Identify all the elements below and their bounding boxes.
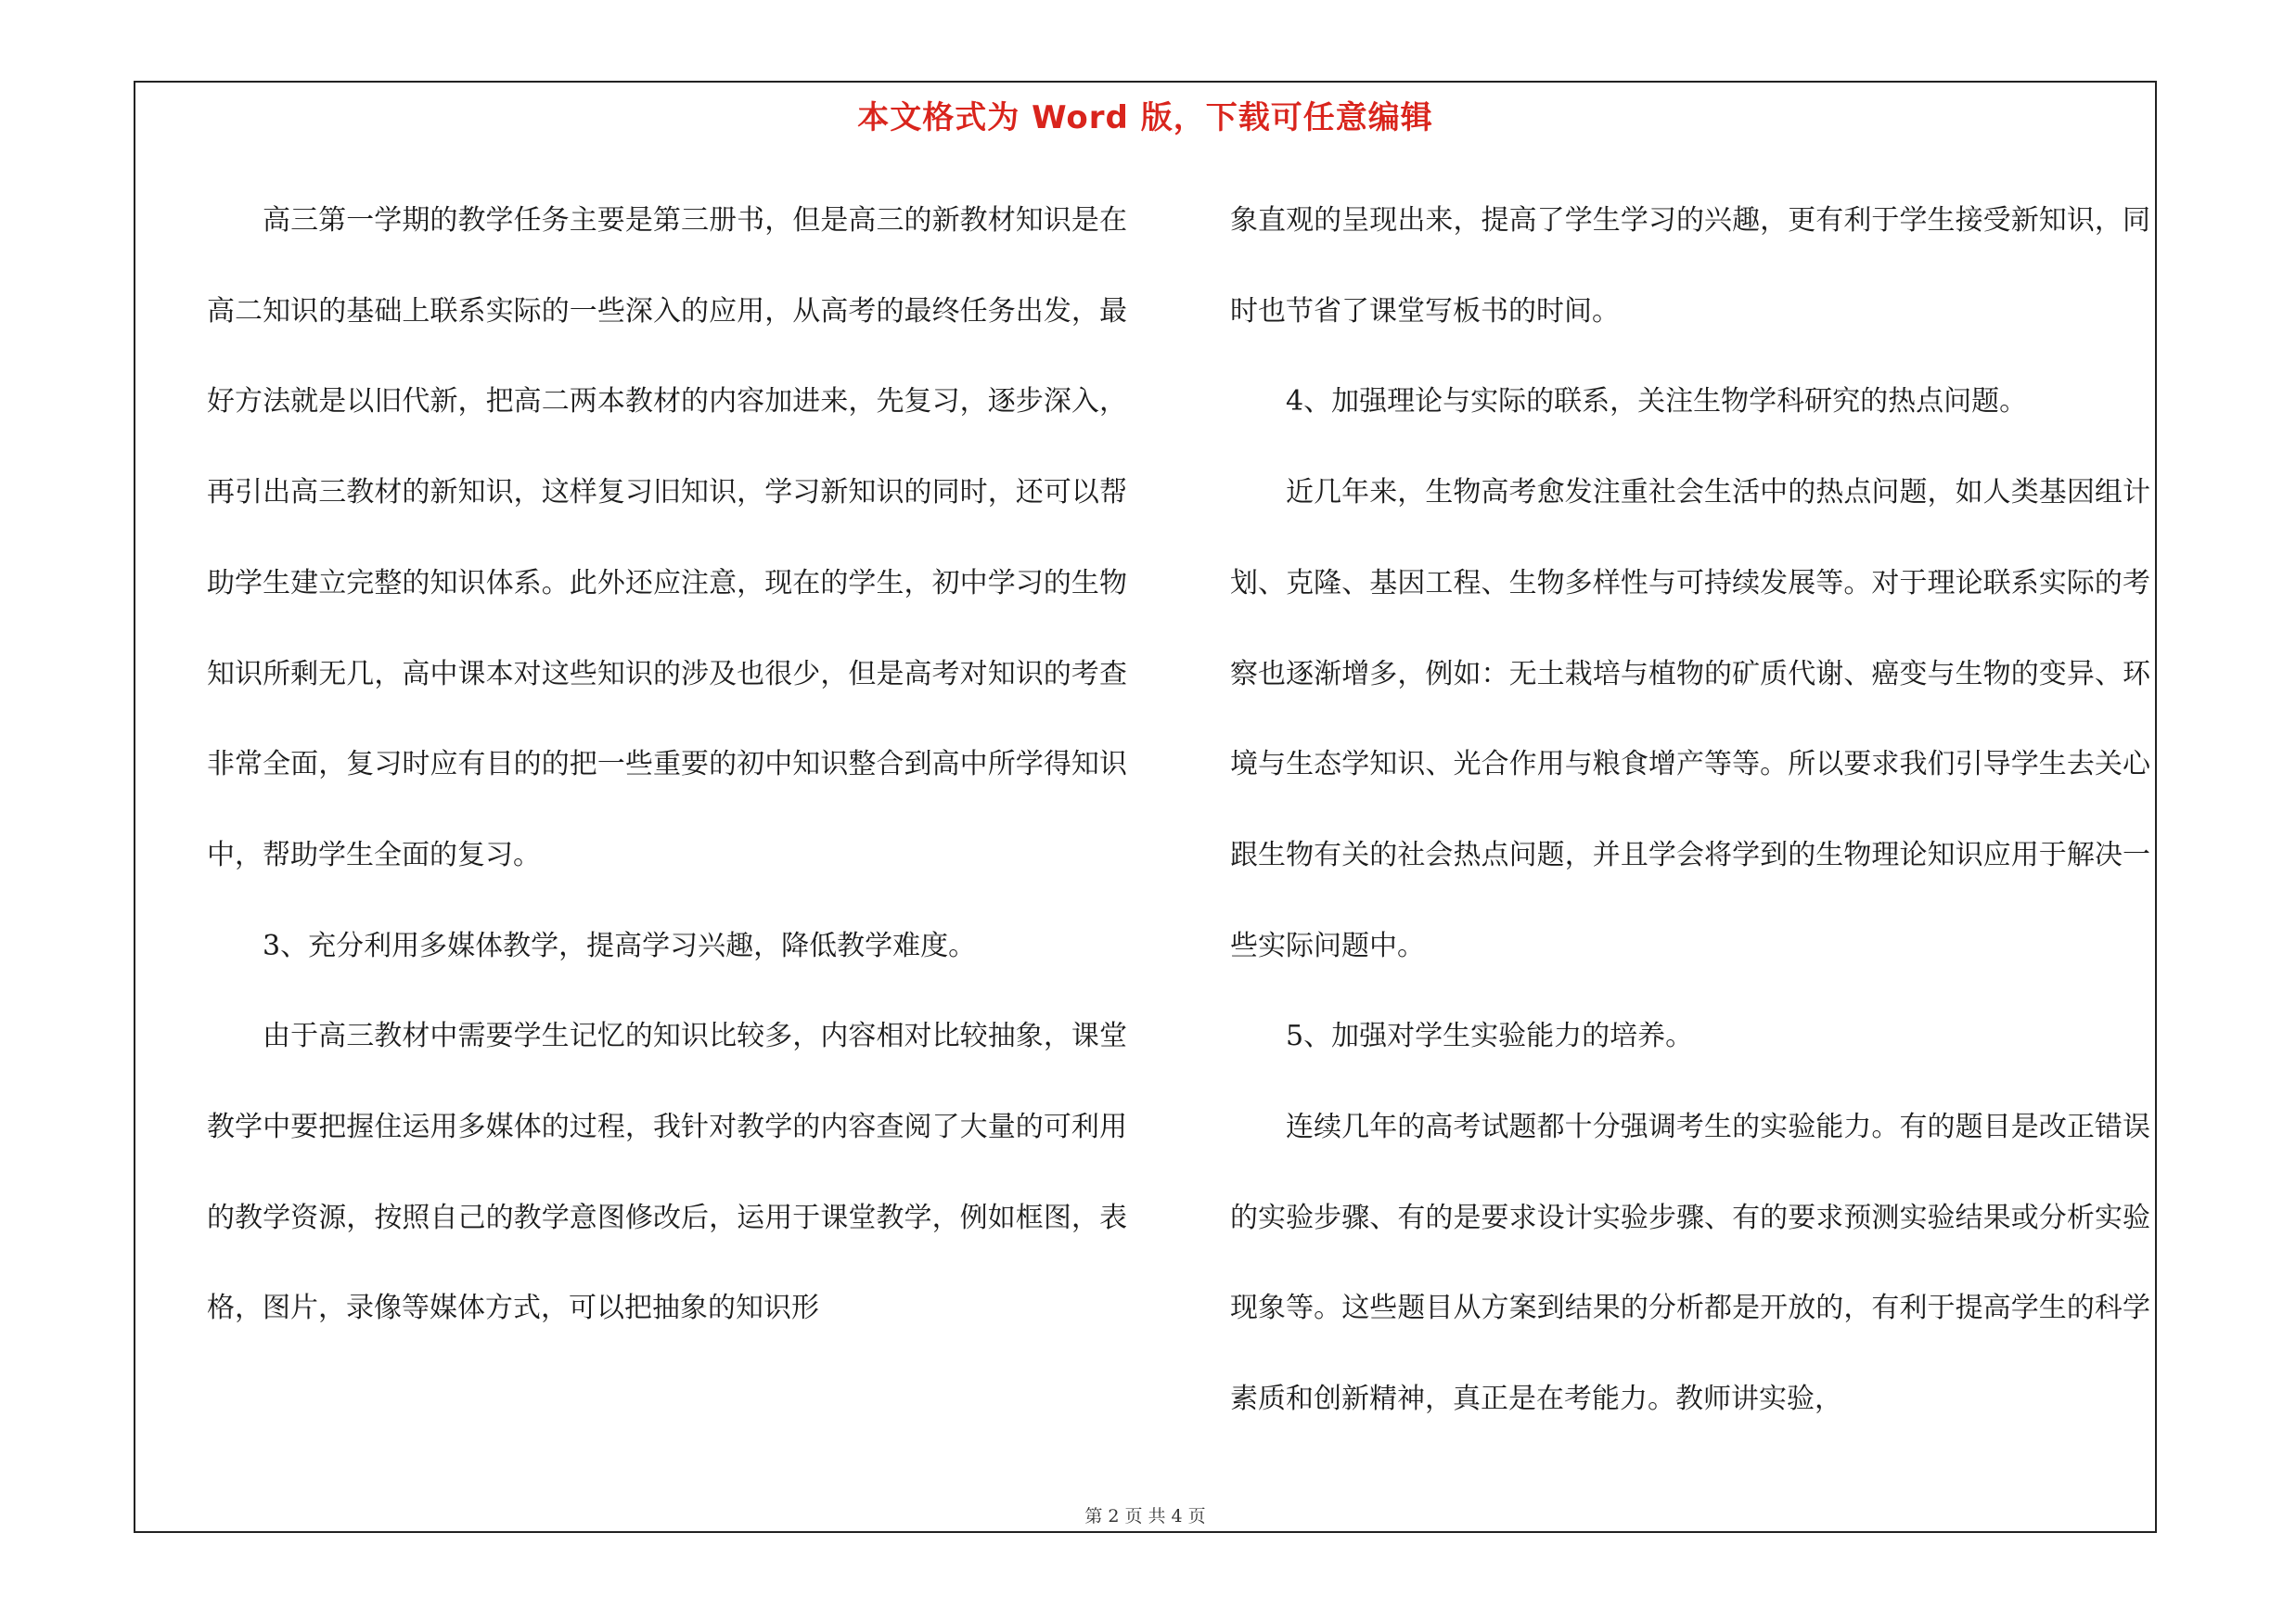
paragraph: 连续几年的高考试题都十分强调考生的实验能力。有的题目是改正错误的实验步骤、有的是要求设计实验步骤、有的要求预测实验结果或分析实验现象等。这些题目从方案到结果的分析都是开放的，有利于提高学生的科学素质和创新精神，真正是在考能力。教师讲实验， [1230, 1111, 2150, 1416]
page-frame [134, 81, 2157, 1533]
section-heading: 3、充分利用多媒体教学，提高学习兴趣，降低教学难度。 [263, 929, 977, 962]
section-heading: 4、加强理论与实际的联系，关注生物学科研究的热点问题。 [1286, 385, 2028, 419]
paragraph: 高三第一学期的教学任务主要是第三册书，但是高三的新教材知识是在高二知识的基础上联系实际的一些深入的应用，从高考的最终任务出发，最好方法就是以旧代新，把高二两本教材的内容加进来，先复习，逐步深入，再引出高三教材的新知识，这样复习旧知识，学习新知识的同时，还可以帮助学生建立完整的知识体系。此外还应注意，现在的学生，初中学习的生物知识所剩无几，高中课本对这些知识的涉及也很少，但是高考对知识的考查非常全面，复习时应有目的的把一些重要的初中知识整合到高中所学得知识中，帮助学生全面的复习。 [207, 204, 1127, 871]
paragraph-continued: 象直观的呈现出来，提高了学生学习的兴趣，更有利于学生接受新知识，同时也节省了课堂写板书的时间。 [1230, 204, 2150, 328]
paragraph: 近几年来，生物高考愈发注重社会生活中的热点问题，如人类基因组计划、克隆、基因工程、生物多样性与可持续发展等。对于理论联系实际的考察也逐渐增多，例如：无土栽培与植物的矿质代谢、癌变与生物的变异、环境与生态学知识、光合作用与粮食增产等等。所以要求我们引导学生去关心跟生物有关的社会热点问题，并且学会将学到的生物理论知识应用于解决一些实际问题中。 [1230, 476, 2150, 962]
page-number-footer: 第 2 页 共 4 页 [1084, 1506, 1206, 1526]
section-heading: 5、加强对学生实验能力的培养。 [1286, 1020, 1694, 1053]
left-column [207, 175, 1127, 1354]
right-column [1230, 175, 2150, 1445]
header-banner: 本文格式为 Word 版，下载可任意编辑 [857, 99, 1433, 136]
paragraph: 由于高三教材中需要学生记忆的知识比较多，内容相对比较抽象，课堂教学中要把握住运用多媒体的过程，我针对教学的内容查阅了大量的可利用的教学资源，按照自己的教学意图修改后，运用于课堂教学，例如框图，表格，图片，录像等媒体方式，可以把抽象的知识形 [207, 1020, 1127, 1325]
